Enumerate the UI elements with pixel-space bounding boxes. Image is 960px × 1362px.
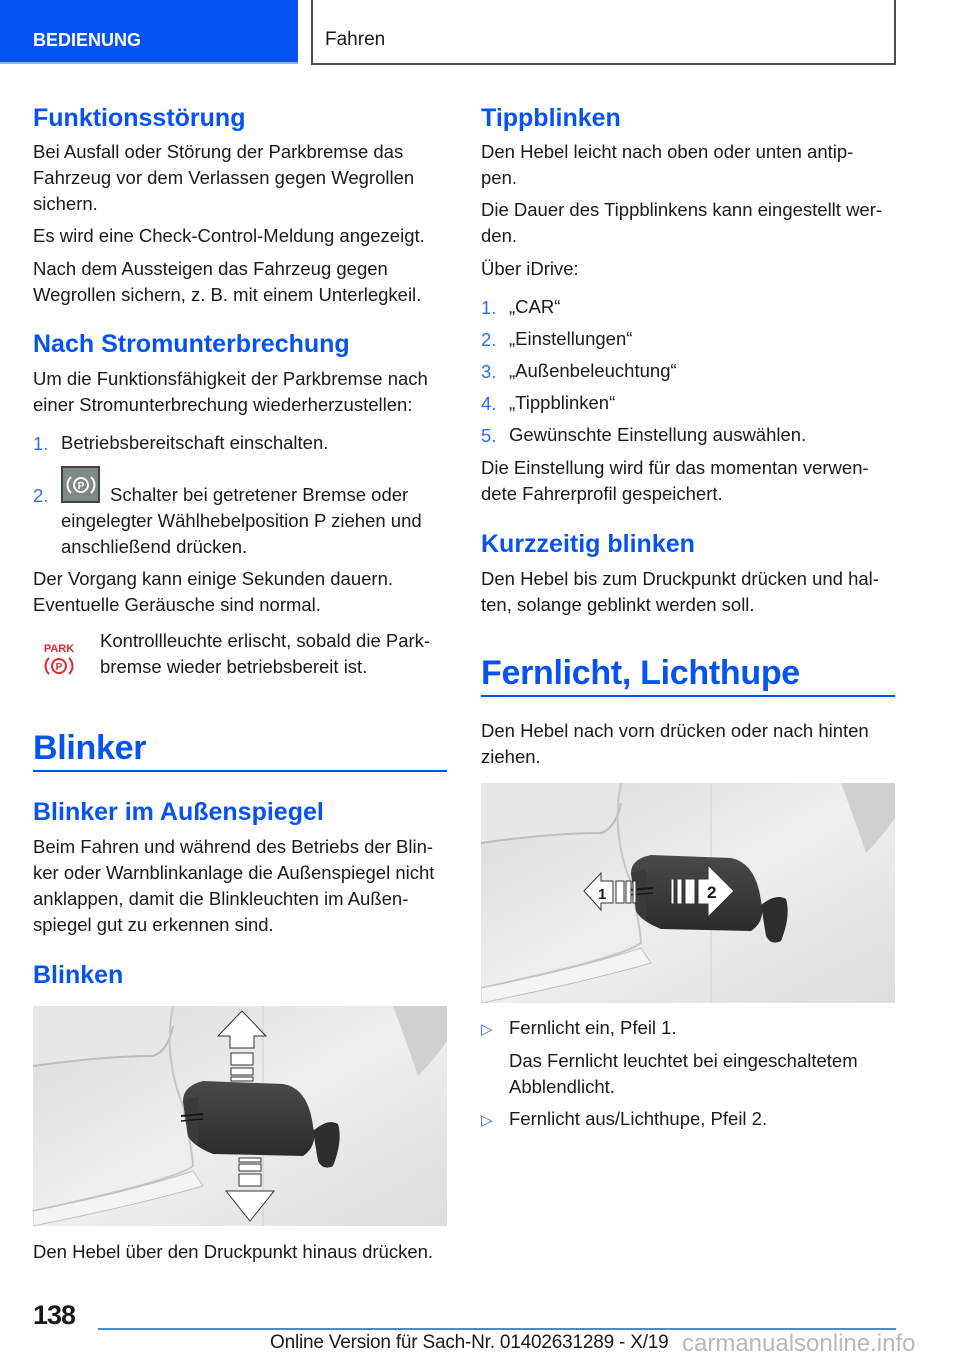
step-text: „Außenbeleuchtung“ — [509, 360, 677, 381]
online-version-text: Online Version für Sach-Nr. 01402631289 - X/19 — [270, 1332, 669, 1353]
paragraph-line: Die Einstellung wird für das momentan verwen- — [481, 457, 869, 478]
bullet-subtext: Abblendlicht. — [509, 1076, 615, 1097]
chapter-label: Fahren — [325, 29, 386, 50]
paragraph-line: spiegel gut zu erkennen sind. — [33, 914, 274, 935]
heading-fernlicht: Fernlicht, Lichthupe — [481, 654, 800, 692]
paragraph-line: Nach dem Aussteigen das Fahrzeug gegen — [33, 258, 388, 279]
bullet-text: Fernlicht aus/Lichthupe, Pfeil 2. — [509, 1108, 768, 1129]
heading-kurzzeitig-blinken: Kurzzeitig blinken — [481, 530, 695, 558]
bullet-subtext: Das Fernlicht leuchtet bei eingeschaltetem — [509, 1050, 858, 1071]
section-tab — [0, 0, 298, 64]
paragraph-line: einer Stromunterbrechung wiederherzustellen: — [33, 394, 413, 415]
step-text: Betriebsbereitschaft einschalten. — [61, 432, 329, 453]
paragraph-line: anklappen, damit die Blinkleuchten im Außen- — [33, 888, 409, 909]
paragraph-line: Die Dauer des Tippblinkens kann eingestellt wer- — [481, 199, 883, 220]
paragraph-line: Bei Ausfall oder Störung der Parkbremse das — [33, 141, 404, 162]
step-text: anschließend drücken. — [61, 536, 248, 557]
bullet-triangle-icon: ▷ — [481, 1021, 493, 1038]
park-indicator-icon — [39, 641, 79, 686]
paragraph-line: Der Vorgang kann einige Sekunden dauern. — [33, 568, 393, 589]
step-number: 2. — [33, 485, 49, 506]
paragraph-line: Fahrzeug vor dem Verlassen gegen Wegrollen — [33, 167, 415, 188]
svg-text:1: 1 — [598, 886, 607, 903]
step-number: 5. — [481, 425, 497, 446]
step-number: 4. — [481, 393, 497, 414]
step-text: „CAR“ — [509, 296, 561, 317]
paragraph-line: Den Hebel bis zum Druckpunkt drücken und hal- — [481, 568, 879, 589]
step-text: „Einstellungen“ — [509, 328, 633, 349]
svg-text:P: P — [55, 662, 63, 673]
svg-text:2: 2 — [707, 883, 717, 902]
step-number: 3. — [481, 361, 497, 382]
step-text: Schalter bei getretener Bremse oder — [110, 484, 409, 505]
paragraph-line: dete Fahrerprofil gespeichert. — [481, 483, 723, 504]
figure-caption: Den Hebel über den Druckpunkt hinaus drücken. — [33, 1241, 434, 1262]
section-divider — [481, 695, 895, 697]
paragraph-line: Wegrollen sichern, z. B. mit einem Unterlegkeil. — [33, 284, 422, 305]
paragraph-line: ziehen. — [481, 746, 541, 767]
warning-text: bremse wieder betriebsbereit ist. — [100, 656, 368, 677]
heading-blinker-aussenspiegel: Blinker im Außenspiegel — [33, 798, 324, 826]
watermark: carmanualsonline.info — [682, 1330, 916, 1357]
svg-text:PARK: PARK — [43, 643, 75, 655]
svg-text:P: P — [77, 480, 84, 492]
section-divider — [33, 770, 447, 772]
step-number: 1. — [481, 297, 497, 318]
page-number: 138 — [33, 1300, 76, 1330]
paragraph-line: Den Hebel nach vorn drücken oder nach hinten — [481, 720, 869, 741]
paragraph-line: Über iDrive: — [481, 258, 579, 279]
paragraph-line: pen. — [481, 167, 518, 188]
step-number: 1. — [33, 433, 49, 454]
chapter-tab — [311, 0, 896, 65]
bullet-triangle-icon: ▷ — [481, 1112, 493, 1129]
warning-text: Kontrollleuchte erlischt, sobald die Park- — [100, 630, 431, 651]
section-label: BEDIENUNG — [33, 30, 142, 50]
paragraph-line: Beim Fahren und während des Betriebs der Blin- — [33, 836, 434, 857]
paragraph-line: ker oder Warnblinkanlage die Außenspiegel nicht — [33, 862, 435, 883]
paragraph-line: den. — [481, 225, 518, 246]
paragraph-line: Es wird eine Check-Control-Meldung angezeigt. — [33, 225, 425, 246]
heading-blinker: Blinker — [33, 729, 147, 767]
high-beam-lever-illustration — [481, 783, 895, 1003]
parking-brake-switch-icon — [61, 466, 100, 503]
paragraph-line: Eventuelle Geräusche sind normal. — [33, 594, 321, 615]
step-text: eingelegter Wählhebelposition P ziehen und — [61, 510, 422, 531]
paragraph-line: Um die Funktionsfähigkeit der Parkbremse nach — [33, 368, 428, 389]
paragraph-line: Den Hebel leicht nach oben oder unten antip- — [481, 141, 854, 162]
paragraph-line: sichern. — [33, 193, 98, 214]
turn-signal-lever-illustration — [33, 1006, 447, 1226]
step-text: „Tippblinken“ — [509, 392, 616, 413]
heading-funktionsstoerung: Funktionsstörung — [33, 104, 246, 132]
step-number: 2. — [481, 329, 497, 350]
bullet-text: Fernlicht ein, Pfeil 1. — [509, 1017, 677, 1038]
heading-tippblinken: Tippblinken — [481, 104, 621, 132]
paragraph-line: ten, solange geblinkt werden soll. — [481, 594, 755, 615]
step-text: Gewünschte Einstellung auswählen. — [509, 424, 807, 445]
heading-stromunterbrechung: Nach Stromunterbrechung — [33, 330, 350, 358]
heading-blinken: Blinken — [33, 961, 124, 989]
